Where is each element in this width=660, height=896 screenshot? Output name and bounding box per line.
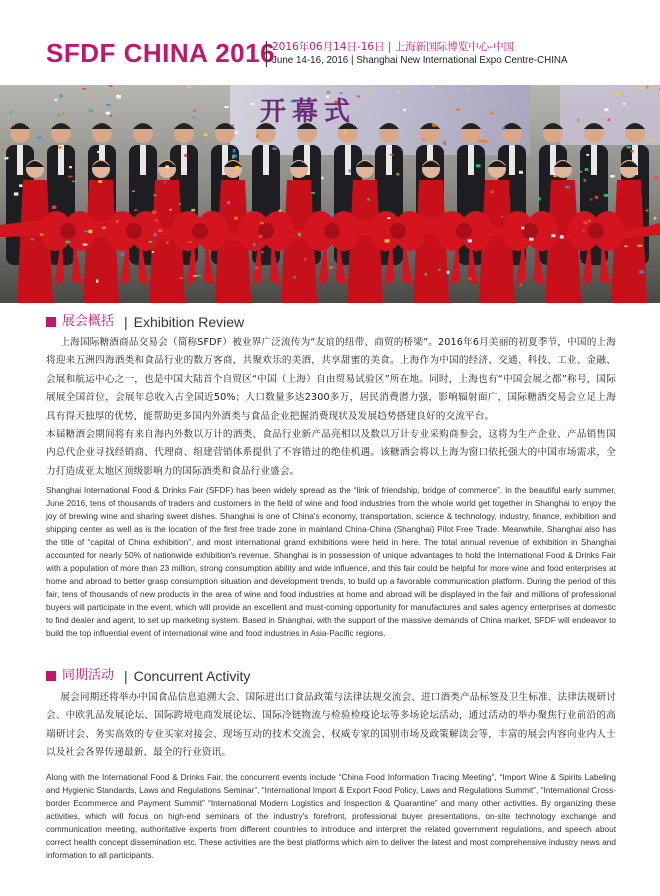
confetti-piece (304, 258, 306, 261)
exhibition-paragraph-en: Shanghai International Food & Drinks Fair (SFDF) has been widely spread as the “link of friendship, bridge of commerce”. In the beautiful early summer, June 2016, tens of thousands of traders and customers in the field of wine and food industries from the whole world get together in Shanghai to enjoy the joy of brewing wine and sharing sweet dishes. Shanghai is one of China's economy, transportation, science & technology, industry, finance, exhibition and shipping center as well as is the location of the first free trade zone in mainland China-China (Shanghai) Pilot Free Trade. Meanwhile, Shanghai also has the title of “capital of China exhibition”, and most international grand exhibitions were held in here. The total annual revenue of exhibition in Shanghai accounted for nearly 50% of nationwide exhibition's revenue. Shanghai is in possession of unique advantages to hold the International Food & Drinks Fair with a population of more than 23 million, strong consumption ability and wide influence, and this fair could be helpful for more wine and food enterprises at home and abroad to better grasp consumption situation and development trends, to build up a favorable communication platform. During the period of this fair, tens of thousands of new products in the area of wine and food industries at home and abroad will be displayed in the fair and millions of professional buyers will participate in the event, which will provide an excellent and must-coming opportunity for manufactures and sales agency enterprises at domestic to find dealer and agent, to set up marketing system. Based in Shanghai, with the support of the massive demands of China market, SFDF will endeavor to build the top influential event of international wine and food industries in Asia-Pacific regions. (46, 485, 616, 639)
confetti-piece (204, 134, 208, 137)
confetti-piece (293, 276, 296, 278)
section-title-cn: 同期活动 (62, 668, 115, 683)
confetti-piece (232, 154, 237, 157)
confetti-piece (89, 230, 93, 233)
confetti-piece (102, 226, 106, 229)
confetti-piece (10, 111, 13, 114)
confetti-piece (397, 91, 401, 93)
confetti-piece (205, 208, 207, 211)
confetti-piece (152, 211, 157, 214)
confetti-piece (193, 110, 195, 112)
confetti-piece (584, 179, 587, 182)
confetti-piece (298, 233, 301, 236)
confetti-piece (65, 241, 70, 243)
confetti-piece (586, 154, 589, 156)
concurrent-activity-section (46, 666, 616, 862)
confetti-piece (604, 194, 609, 197)
confetti-piece (577, 118, 579, 121)
confetti-piece (483, 140, 488, 143)
confetti-piece (387, 217, 391, 219)
confetti-piece (604, 108, 608, 111)
confetti-piece (55, 99, 58, 101)
confetti-piece (519, 171, 523, 174)
confetti-piece (476, 164, 481, 167)
confetti-piece (233, 149, 236, 152)
confetti-piece (520, 283, 522, 285)
confetti-piece (637, 87, 640, 90)
confetti-piece (83, 244, 88, 246)
confetti-piece (5, 157, 9, 159)
event-info (266, 41, 568, 67)
confetti-piece (154, 194, 157, 196)
confetti-piece (624, 246, 627, 248)
confetti-piece (1, 148, 4, 151)
confetti-piece (235, 166, 239, 169)
event-date-cn: 2016年06月14日-16日 | 上海新国际博览中心-中国 (272, 41, 515, 53)
section-title-cn: 展会概括 (62, 314, 115, 329)
confetti-piece (191, 209, 195, 212)
confetti-piece (261, 251, 264, 253)
confetti-piece (649, 138, 651, 141)
confetti-piece (14, 192, 19, 195)
confetti-piece (148, 241, 152, 243)
confetti-piece (560, 235, 564, 238)
confetti-piece (179, 277, 182, 279)
confetti-piece (165, 165, 169, 167)
confetti-piece (69, 166, 72, 168)
confetti-piece (89, 109, 94, 112)
confetti-piece (154, 233, 157, 236)
confetti-piece (253, 243, 256, 246)
exhibition-paragraph-cn-1: 上海国际糖酒商品交易会（简称SFDF）被业界广泛流传为“友谊的纽带、商贸的桥梁”。2016年6月美丽的初夏季节，中国的上海将迎来五洲四海酒类和食品行业的数万客商，共聚欢乐的美酒，共享甜蜜的美食。上海作为中国的经济、交通、科技、工业、金融、会展和航运中心之一，也是中国大陆首个自贸区“中国（上海）自由贸易试验区”所在地。同时，上海也有“中国会展之都”称号，国际展展全国首位，会展年总收入占全国近50%；人口数量多达2300多万，居民消费潜力强，影响辐射面广，国际糖酒交易会立足上海具有得天独厚的优势，能帮助更多国内外酒类与食品企业把握消费现状及发展趋势搭建良好的交流平台。 (46, 337, 616, 422)
confetti-piece (608, 119, 611, 122)
confetti-piece (97, 151, 99, 153)
confetti-piece (331, 212, 333, 215)
brand-title: SFDF CHINA 2016 (46, 38, 276, 68)
confetti-piece (627, 146, 632, 149)
confetti-piece (116, 220, 119, 223)
confetti-piece (529, 238, 533, 241)
confetti-piece (615, 92, 620, 95)
confetti-piece (490, 111, 493, 114)
confetti-piece (234, 217, 238, 220)
confetti-piece (468, 277, 472, 279)
confetti-piece (279, 210, 282, 212)
confetti-piece (52, 206, 57, 209)
confetti-piece (193, 275, 197, 277)
section-heading (46, 666, 616, 686)
confetti-piece (553, 175, 556, 177)
confetti-piece (438, 269, 440, 271)
section-title-en: | Exhibition Review (124, 313, 244, 331)
confetti-piece (390, 154, 394, 156)
confetti-piece (447, 271, 450, 274)
confetti-piece (582, 229, 584, 231)
confetti-piece (84, 231, 89, 233)
square-bullet-icon (46, 317, 56, 327)
confetti-piece (224, 106, 228, 108)
confetti-piece (96, 280, 98, 283)
confetti-piece (109, 85, 113, 87)
confetti-piece (538, 197, 541, 200)
confetti-piece (654, 217, 657, 220)
confetti-piece (396, 173, 399, 176)
confetti-piece (258, 235, 262, 238)
event-date-en: June 14-16, 2016 | Shanghai New International Expo Centre-CHINA (272, 55, 568, 66)
confetti-piece (260, 222, 264, 224)
confetti-piece (188, 241, 192, 243)
confetti-piece (166, 241, 169, 244)
confetti-piece (585, 168, 589, 171)
confetti-piece (551, 234, 555, 237)
confetti-piece (251, 103, 255, 105)
confetti-piece (446, 194, 449, 196)
confetti-piece (432, 87, 434, 89)
confetti-piece (72, 181, 75, 183)
confetti-piece (623, 103, 626, 105)
confetti-piece (610, 175, 615, 177)
confetti-piece (121, 253, 124, 256)
confetti-piece (40, 233, 43, 236)
confetti-piece (467, 88, 470, 90)
confetti-piece (522, 227, 525, 230)
concurrent-paragraph-cn: 展会同期还将举办中国食品信息追溯大会、国际进出口食品政策与法律法规交流会、进口酒类产品标签及卫生标准、法律法规研讨会、中欧乳品发展论坛、国际跨境电商发展论坛、国际冷链物流与检验检疫论坛等多场论坛活动，通过活动的举办聚焦行业前沿的高端研讨会、务实高效的专业买家对接会、现场互动的技术交流会、权威专家的国别市场及政策解读会等，丰富的展会内容向业内人士以及社会各界传递最新、最全的行业资讯。 (46, 692, 616, 759)
confetti-piece (58, 146, 61, 149)
confetti-piece (19, 184, 22, 187)
exhibition-review-section (46, 312, 616, 640)
confetti-piece (250, 115, 253, 117)
confetti-piece (256, 135, 259, 138)
confetti-piece (311, 192, 315, 194)
confetti-piece (565, 186, 569, 188)
confetti-piece (58, 113, 61, 116)
section-title-en: | Concurrent Activity (124, 667, 250, 685)
confetti-piece (155, 219, 158, 222)
confetti-piece (179, 203, 181, 205)
confetti-piece (110, 115, 113, 117)
confetti-piece (60, 95, 63, 98)
confetti-piece (456, 108, 460, 111)
confetti-piece (322, 177, 324, 180)
confetti-piece (502, 127, 505, 130)
confetti-piece (654, 176, 659, 179)
confetti-piece (646, 86, 648, 89)
square-bullet-icon (46, 671, 56, 681)
confetti-piece (349, 169, 351, 172)
confetti-piece (255, 266, 259, 269)
banner-text: 开幕式 (260, 97, 357, 127)
confetti-piece (323, 167, 326, 170)
confetti-piece (638, 245, 643, 247)
confetti-piece (31, 238, 35, 240)
confetti-piece (403, 109, 406, 111)
concurrent-paragraph-en: Along with the International Food & Drinks Fair, the concurrent events include “China Food Information Tracing Meeting”, “Import Wine & Spirits Labeling and Hygienic Standards, Laws and Regulations Seminar”, “International Import & Export Food Policy, Laws and Regulations Summit”, “International Cross-border Ecommerce and Payment Summit” “International Modern Logistics and Inspection & Quarantine” and many other activities. By organizing these activities, which will focus on high-end seminars of the industry's forefront, professional buyer presentations, on-site technology exchange and communication meeting, authoritative experts from different countries to introduce and interpret the related government regulations, and speech about correct health concept dissemination etc. These activities are the best platforms which aim to deliver the latest and most comprehensive industry news and information to all participants. (46, 771, 616, 860)
opening-ceremony-photo (0, 85, 660, 303)
confetti-piece (646, 210, 649, 212)
confetti-piece (132, 191, 135, 193)
confetti-piece (385, 239, 390, 242)
confetti-piece (82, 88, 86, 90)
confetti-piece (425, 273, 427, 276)
confetti-piece (324, 197, 326, 199)
confetti-piece (184, 154, 187, 157)
confetti-piece (197, 275, 201, 277)
confetti-piece (590, 199, 592, 201)
confetti-piece (62, 112, 64, 115)
confetti-piece (68, 176, 72, 178)
confetti-piece (329, 266, 333, 268)
confetti-piece (158, 230, 162, 232)
confetti-piece (235, 131, 238, 134)
section-heading (46, 312, 616, 332)
confetti-piece (367, 198, 369, 200)
confetti-piece (38, 136, 42, 139)
confetti-piece (106, 112, 110, 115)
confetti-piece (479, 140, 484, 143)
confetti-piece (357, 96, 360, 98)
confetti-piece (501, 216, 503, 218)
confetti-piece (588, 219, 591, 222)
confetti-piece (152, 251, 155, 253)
confetti-piece (193, 116, 195, 118)
confetti-piece (134, 209, 136, 211)
confetti-piece (595, 196, 599, 199)
confetti-piece (98, 180, 102, 183)
confetti-piece (468, 239, 472, 242)
confetti-piece (169, 209, 171, 211)
confetti-piece (491, 191, 495, 194)
confetti-piece (116, 95, 121, 98)
confetti-piece (443, 141, 446, 145)
confetti-piece (107, 104, 111, 106)
confetti-piece (164, 182, 166, 184)
confetti-piece (344, 130, 346, 133)
confetti-piece (227, 201, 230, 204)
confetti-piece (366, 90, 369, 92)
exhibition-paragraph-cn-2: 本届糖酒会期间将有来自海内外数以万计的酒类、食品行业新产品亮相以及数以万计专业采购商参会，这将为生产企业、产品销售国内总代企业寻找经销商、代理商、组建营销体系提供了不容错过的绝佳机遇。该糖酒会将以上海为窗口依托强大的中国市场需求，全力打造成亚太地区顶级影响力的国际酒类和食品行业盛会。 (46, 429, 616, 477)
confetti-piece (639, 270, 644, 273)
confetti-piece (432, 124, 436, 127)
confetti-piece (231, 124, 234, 127)
confetti-piece (187, 85, 190, 88)
confetti-piece (422, 139, 425, 141)
confetti-piece (580, 171, 582, 173)
confetti-piece (272, 148, 277, 150)
page-header (0, 0, 660, 84)
confetti-piece (583, 221, 587, 224)
confetti-piece (630, 150, 633, 153)
